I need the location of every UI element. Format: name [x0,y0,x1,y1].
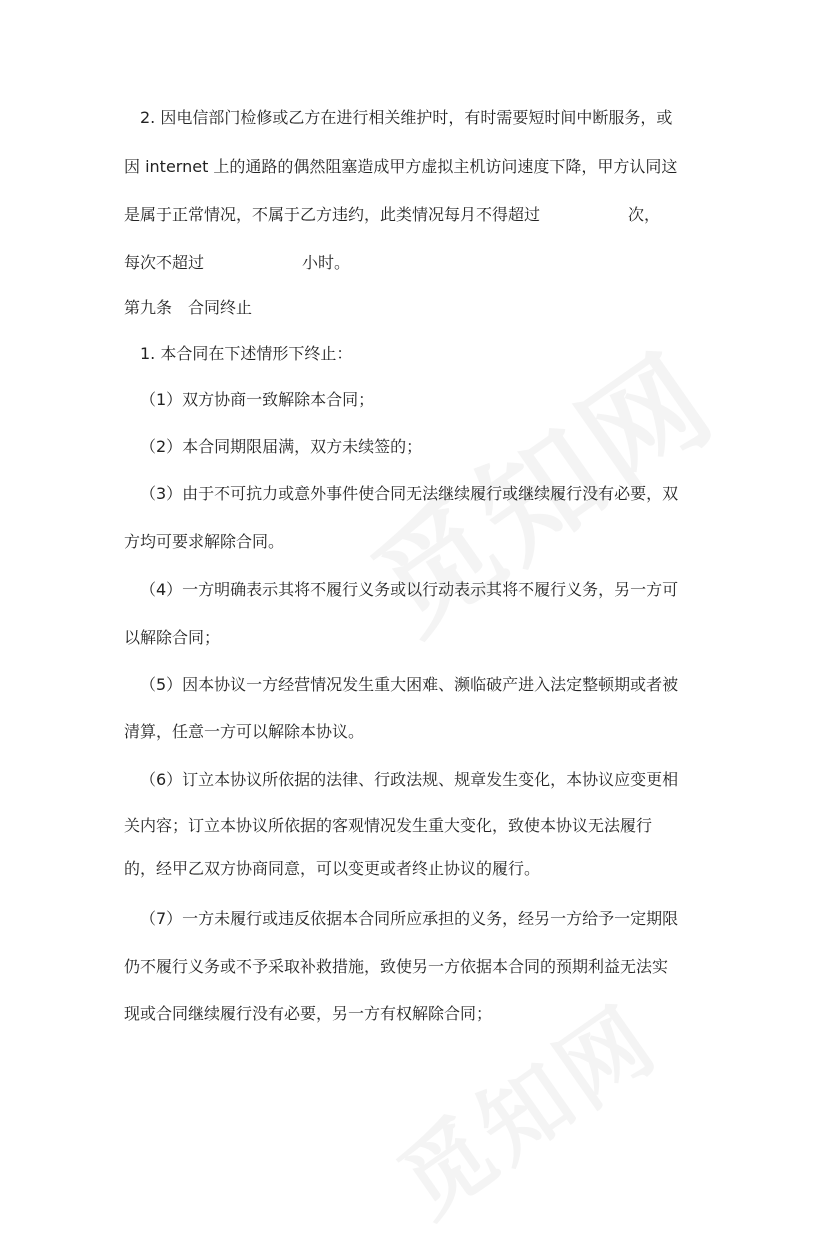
list-item-cont [124,626,714,650]
list-item [140,435,730,459]
text: 清算，任意一方可以解除本协议。 [124,722,365,741]
list-item-cont [124,955,714,979]
paragraph-line [124,251,714,275]
list-item-cont [124,530,714,554]
text: 关内容；订立本协议所依据的客观情况发生重大变化，致使本协议无法履行 [124,816,653,835]
text: （3）由于不可抗力或意外事件使合同无法继续履行或继续履行没有必要，双 [140,484,679,503]
paragraph-line [124,155,714,179]
text: （4）一方明确表示其将不履行义务或以行动表示其将不履行义务，另一方可 [140,580,679,599]
list-item [140,388,730,412]
list-item [140,673,730,697]
text: 小时。 [302,253,351,272]
paragraph-line [124,203,714,227]
text: 现或合同继续履行没有必要，另一方有权解除合同； [124,1004,493,1023]
text: 仍不履行义务或不予采取补救措施，致使另一方依据本合同的预期利益无法实 [124,957,669,976]
text: （1）双方协商一致解除本合同； [140,390,375,409]
text: （7）一方未履行或违反依据本合同所应承担的义务，经另一方给予一定期限 [140,909,679,928]
text: 第九条 合同终止 [124,298,253,317]
text: 1. 本合同在下述情形下终止： [140,344,353,363]
list-item [140,768,730,792]
list-item [140,578,730,602]
article-heading [124,296,714,320]
text: 次， [628,205,661,224]
list-item-cont [124,857,714,881]
paragraph-line [140,106,730,130]
text: （2）本合同期限届满，双方未续签的； [140,437,423,456]
list-item [140,482,730,506]
text: 每次不超过 [124,253,205,272]
text: 方均可要求解除合同。 [124,532,285,551]
list-item-cont [124,814,714,838]
text: 因 internet 上的通路的偶然阻塞造成甲方虚拟主机访问速度下降，甲方认同这 [124,157,678,176]
text: （6）订立本协议所依据的法律、行政法规、规章发生变化，本协议应变更相 [140,770,679,789]
text: 的，经甲乙双方协商同意，可以变更或者终止协议的履行。 [124,859,541,878]
list-item-cont [124,720,714,744]
clause-line [140,342,730,366]
text: （5）因本协议一方经营情况发生重大困难、濒临破产进入法定整顿期或者被 [140,675,679,694]
list-item-cont [124,1002,714,1026]
text: 是属于正常情况，不属于乙方违约，此类情况每月不得超过 [124,205,541,224]
list-item [140,907,730,931]
text: 2. 因电信部门检修或乙方在进行相关维护时，有时需要短时间中断服务，或 [140,108,673,127]
text: 以解除合同； [124,628,221,647]
